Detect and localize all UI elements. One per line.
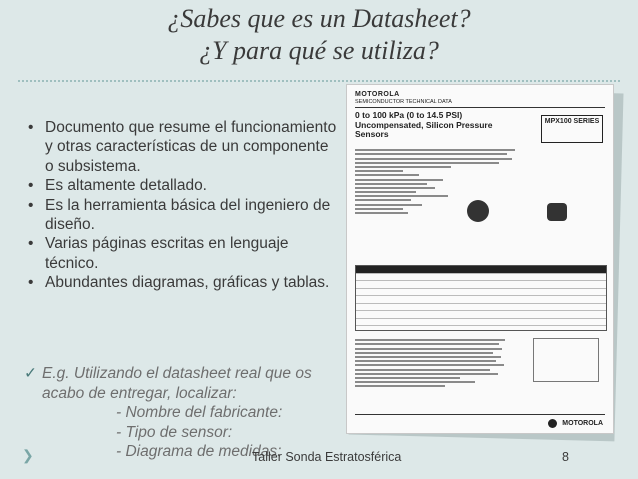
chevron-right-icon[interactable]: ❯: [22, 447, 34, 463]
checkmark-icon: ✓: [24, 365, 37, 382]
bullet-item: • Documento que resume el funcionamiento y otras características de un componente o subsistema.: [28, 118, 338, 176]
bullet-list: [28, 118, 338, 293]
example-text: E.g. Utilizando el datasheet real que os acabo de entregar, localizar:: [42, 365, 312, 402]
bullet-item: • Abundantes diagramas, gráficas y tablas.: [28, 273, 338, 292]
datasheet-rule: [355, 107, 605, 108]
bullet-item: • Es la herramienta básica del ingeniero de diseño.: [28, 196, 338, 235]
example-item: - Tipo de sensor:: [116, 423, 233, 441]
datasheet-image: [346, 84, 614, 434]
datasheet-schematic: [533, 338, 599, 382]
page-number: 8: [562, 450, 569, 464]
motorola-logo-icon: [548, 419, 557, 428]
datasheet-heading: 0 to 100 kPa (0 to 14.5 PSI) Uncompensated, Silicon Pressure Sensors: [355, 110, 493, 139]
title-divider: [18, 80, 620, 82]
datasheet-logo-text: MOTOROLA: [562, 420, 603, 427]
datasheet-body-text: [355, 147, 515, 216]
example-item: - Nombre del fabricante:: [116, 404, 283, 421]
bullet-item: • Es altamente detallado.: [28, 176, 338, 195]
datasheet-series-box: MPX100 SERIES: [541, 115, 603, 143]
sensor-package-illustration: [467, 200, 489, 222]
footer-text: Taller Sonda Estratosférica: [252, 450, 402, 464]
example-block: [24, 364, 344, 462]
datasheet-body-text: [355, 337, 505, 389]
datasheet-subtitle: SEMICONDUCTOR TECHNICAL DATA: [355, 99, 452, 105]
datasheet-rule: [355, 414, 605, 415]
sensor-package-illustration: [547, 203, 567, 221]
slide-title-line1: ¿Sabes que es un Datasheet?: [167, 4, 471, 33]
example-item: - Diagrama de medidas:: [116, 443, 282, 460]
datasheet-ratings-table: [355, 265, 607, 331]
bullet-item: • Varias páginas escritas en lenguaje técnico.: [28, 234, 338, 273]
slide-title-line2: ¿Y para qué se utiliza?: [199, 36, 439, 65]
datasheet-brand: MOTOROLA: [355, 91, 400, 98]
